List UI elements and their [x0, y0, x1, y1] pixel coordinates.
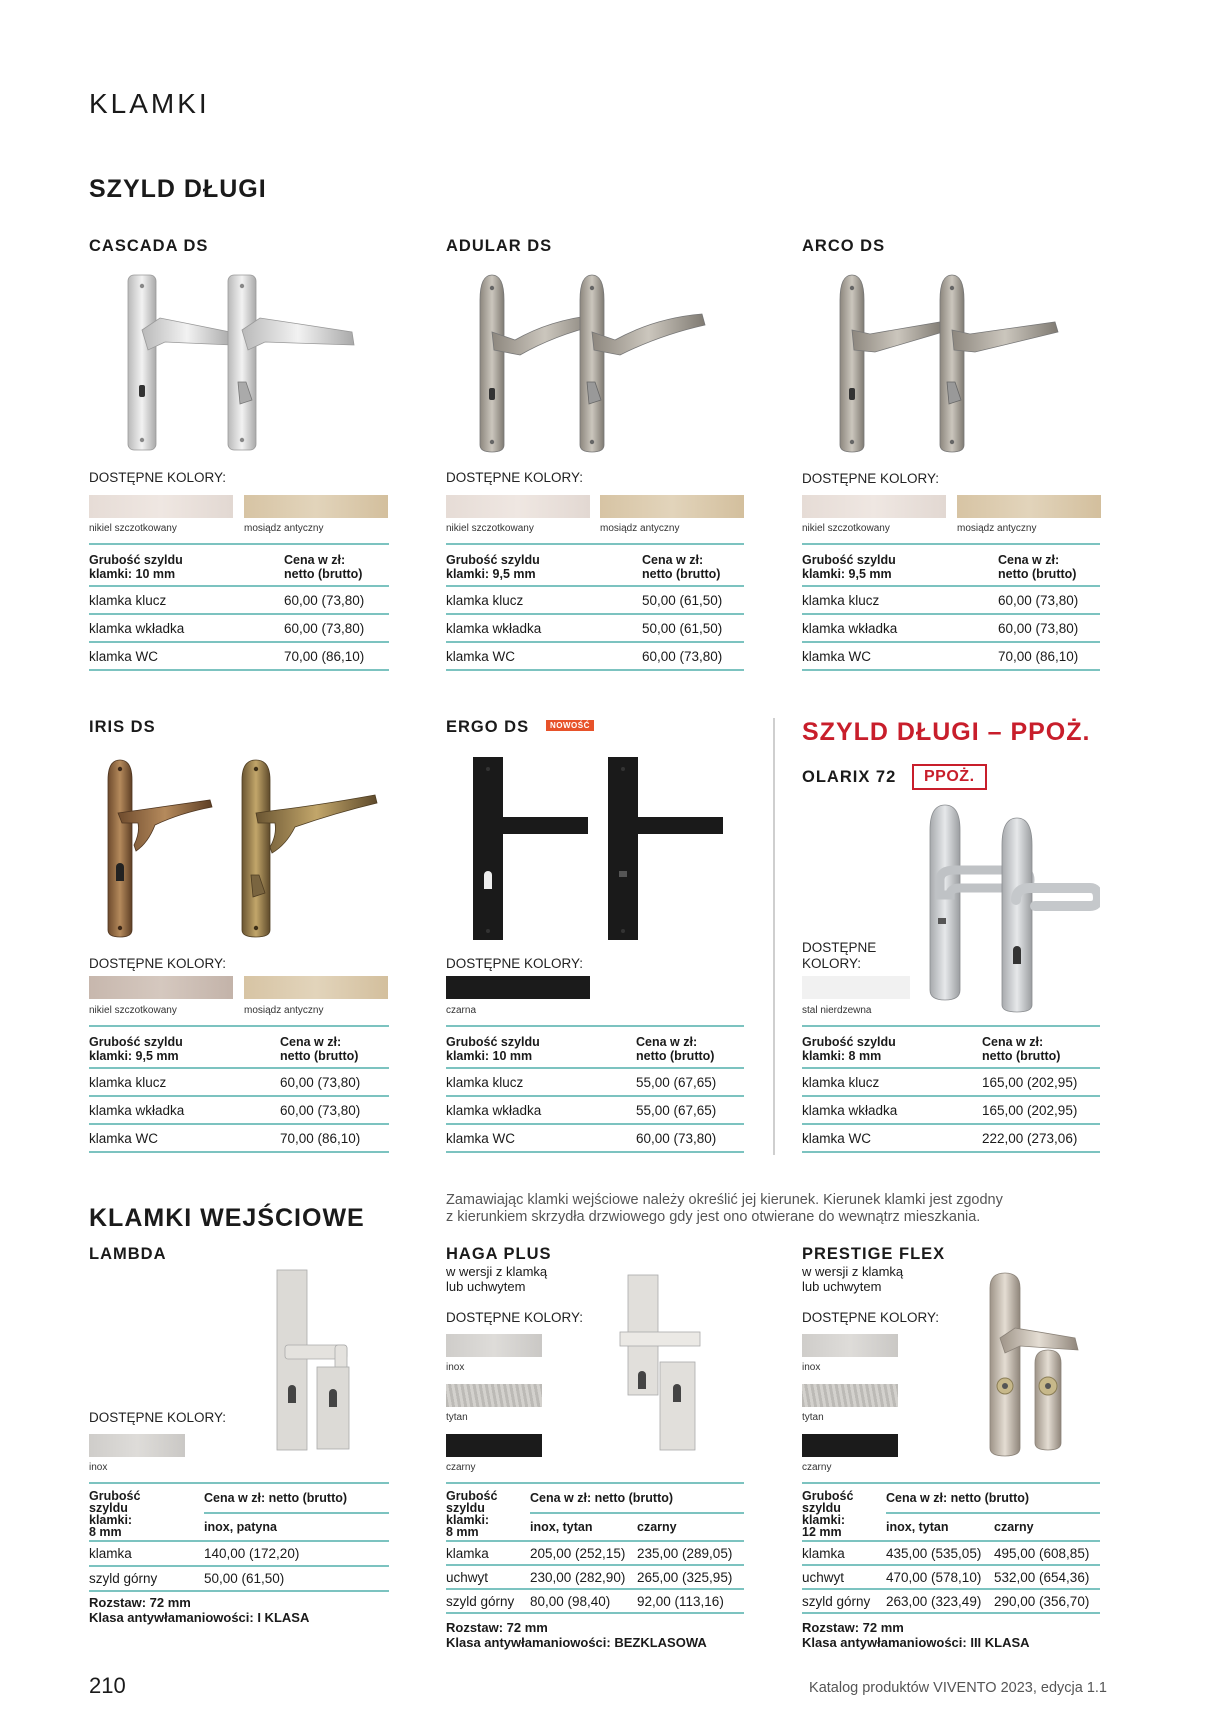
table-row	[802, 614, 1100, 642]
notice-line: Zamawiając klamki wejściowe należy określić jej kierunek. Kierunek klamki jest zgodny	[446, 1192, 1003, 1208]
thickness-line: klamki:	[446, 1513, 490, 1527]
haga-handle-image	[610, 1270, 720, 1455]
color-swatch-czarna	[446, 976, 590, 999]
table-row	[802, 1096, 1100, 1124]
olarix-handle-image	[920, 800, 1100, 1015]
row-price: 235,00 (289,05)	[637, 1541, 744, 1565]
color-swatch-tytan	[446, 1384, 542, 1407]
thickness-line: klamki:	[802, 1513, 846, 1527]
available-colors-label: DOSTĘPNE KOLORY:	[446, 470, 584, 485]
color-swatch-czarny	[802, 1434, 898, 1457]
color-swatch-nikiel	[446, 495, 590, 518]
row-label: klamka	[89, 1541, 204, 1566]
row-price: 60,00 (73,80)	[642, 642, 744, 670]
table-row	[89, 642, 389, 670]
table-row	[89, 586, 389, 614]
product-name-olarix: OLARIX 72	[802, 768, 897, 786]
price-head-line: netto (brutto)	[636, 1049, 715, 1063]
color-swatch-inox	[446, 1334, 542, 1357]
price-head-line: Cena w zł:	[642, 553, 704, 567]
sub-line: w wersji z klamką	[446, 1264, 548, 1279]
available-colors-label-split	[802, 940, 876, 972]
section-title-szyld-dlugi: SZYLD DŁUGI	[89, 175, 267, 203]
col-head: inox, tytan	[530, 1513, 637, 1541]
row-price: 265,00 (325,95)	[637, 1565, 744, 1589]
cascada-handle-image	[120, 270, 360, 460]
thickness-line: 12 mm	[802, 1525, 842, 1539]
col-head: inox, patyna	[204, 1513, 389, 1541]
thickness-line: Grubość szyldu	[89, 1035, 183, 1049]
price-head: Cena w zł: netto (brutto)	[204, 1483, 389, 1513]
row-label: klamka klucz	[89, 1068, 280, 1096]
table-row	[446, 614, 744, 642]
row-label: klamka wkładka	[89, 614, 284, 642]
thickness-line: 8 mm	[89, 1525, 122, 1539]
thickness-line: Grubość szyldu	[802, 1035, 896, 1049]
row-price: 60,00 (73,80)	[636, 1124, 744, 1152]
adular-handle-image	[470, 270, 720, 460]
color-swatch-inox	[802, 1334, 898, 1357]
table-row	[446, 1096, 744, 1124]
color-label: nikiel szczotkowany	[89, 1005, 177, 1016]
foot-line: Rozstaw: 72 mm	[89, 1595, 191, 1610]
table-row	[802, 1068, 1100, 1096]
thickness-line: szyldu	[446, 1501, 485, 1515]
product-name-prestige-flex: PRESTIGE FLEX	[802, 1245, 946, 1263]
ppoz-badge: PPOŻ.	[912, 764, 987, 790]
page-number: 210	[89, 1673, 126, 1698]
row-price: 290,00 (356,70)	[994, 1589, 1100, 1613]
row-label: uchwyt	[802, 1565, 886, 1589]
product-name-cascada: CASCADA DS	[89, 237, 209, 255]
row-price: 92,00 (113,16)	[637, 1589, 744, 1613]
notice-line: z kierunkiem skrzydła drzwiowego gdy jest ono otwierane do wewnątrz mieszkania.	[446, 1209, 981, 1225]
sub-line: w wersji z klamką	[802, 1264, 904, 1279]
color-label: mosiądz antyczny	[600, 523, 680, 534]
row-price: 70,00 (86,10)	[284, 642, 389, 670]
price-head-line: Cena w zł:	[636, 1035, 698, 1049]
table-row	[446, 1124, 744, 1152]
available-colors-label: DOSTĘPNE KOLORY:	[446, 1310, 584, 1325]
column-divider	[773, 718, 775, 1155]
table-row	[89, 614, 389, 642]
row-price: 60,00 (73,80)	[280, 1068, 389, 1096]
thickness-line: klamki: 9,5 mm	[802, 567, 892, 581]
thickness-line: 8 mm	[446, 1525, 479, 1539]
thickness-line: Grubość	[802, 1489, 854, 1503]
row-price: 263,00 (323,49)	[886, 1589, 994, 1613]
color-label: czarny	[802, 1462, 832, 1473]
color-swatch-inox	[89, 1434, 185, 1457]
row-price: 60,00 (73,80)	[280, 1096, 389, 1124]
color-label: mosiądz antyczny	[957, 523, 1037, 534]
iris-handle-image	[100, 755, 390, 945]
row-price: 50,00 (61,50)	[642, 586, 744, 614]
row-price: 60,00 (73,80)	[998, 586, 1100, 614]
row-price: 55,00 (67,65)	[636, 1068, 744, 1096]
available-colors-label: DOSTĘPNE KOLORY:	[802, 1310, 940, 1325]
thickness-line: klamki: 9,5 mm	[89, 1049, 179, 1063]
thickness-line: klamki:	[89, 1513, 133, 1527]
section-title-wejsciowe: KLAMKI WEJŚCIOWE	[89, 1204, 365, 1232]
product-name-arco: ARCO DS	[802, 237, 886, 255]
table-row	[802, 586, 1100, 614]
row-price: 60,00 (73,80)	[284, 614, 389, 642]
row-label: uchwyt	[446, 1565, 530, 1589]
price-table-haga	[446, 1482, 744, 1614]
color-label: inox	[446, 1362, 465, 1373]
color-swatch-stal	[802, 976, 910, 999]
foot-line: Klasa antywłamaniowości: III KLASA	[802, 1635, 1030, 1650]
color-label: mosiądz antyczny	[244, 523, 324, 534]
price-table-cascada	[89, 543, 389, 671]
row-price: 140,00 (172,20)	[204, 1541, 389, 1566]
color-swatch-czarny	[446, 1434, 542, 1457]
price-table-ergo	[446, 1025, 744, 1153]
haga-subtitle	[446, 1264, 547, 1294]
row-label: klamka WC	[446, 642, 642, 670]
footer-catalog: Katalog produktów VIVENTO 2023, edycja 1.1	[809, 1680, 1107, 1696]
avail-line: DOSTĘPNE	[802, 940, 877, 955]
col-head: inox, tytan	[886, 1513, 994, 1541]
product-name-iris: IRIS DS	[89, 718, 156, 736]
color-label: inox	[89, 1462, 108, 1473]
price-table-adular	[446, 543, 744, 671]
thickness-line: Grubość	[89, 1489, 141, 1503]
thickness-line: klamki: 9,5 mm	[446, 567, 536, 581]
product-name-ergo: ERGO DS	[446, 718, 530, 736]
product-name-adular: ADULAR DS	[446, 237, 553, 255]
color-label: stal nierdzewna	[802, 1005, 872, 1016]
row-price: 50,00 (61,50)	[204, 1566, 389, 1591]
available-colors-label: DOSTĘPNE KOLORY:	[802, 471, 940, 486]
thickness-line: klamki: 10 mm	[446, 1049, 533, 1063]
row-label: klamka wkładka	[802, 614, 998, 642]
lambda-handle-image	[265, 1265, 375, 1455]
row-label: szyld górny	[89, 1566, 204, 1591]
row-label: klamka wkładka	[446, 1096, 636, 1124]
direction-notice	[446, 1192, 1003, 1226]
price-table-arco	[802, 543, 1100, 671]
price-head-line: netto (brutto)	[280, 1049, 359, 1063]
row-price: 60,00 (73,80)	[284, 586, 389, 614]
table-row	[446, 642, 744, 670]
price-head: Cena w zł: netto (brutto)	[886, 1483, 1100, 1513]
row-price: 55,00 (67,65)	[636, 1096, 744, 1124]
foot-line: Rozstaw: 72 mm	[802, 1620, 904, 1635]
color-swatch-mosiadz	[957, 495, 1101, 518]
prestige-handle-image	[980, 1268, 1090, 1458]
sub-line: lub uchwytem	[446, 1279, 526, 1294]
row-label: klamka wkładka	[89, 1096, 280, 1124]
thickness-line: Grubość szyldu	[802, 553, 896, 567]
new-badge: NOWOŚĆ	[546, 720, 594, 731]
available-colors-label: DOSTĘPNE KOLORY:	[446, 956, 584, 971]
table-row	[89, 1068, 389, 1096]
color-label: czarna	[446, 1005, 477, 1016]
avail-line: KOLORY:	[802, 956, 862, 971]
prestige-subtitle	[802, 1264, 903, 1294]
thickness-line: Grubość szyldu	[446, 553, 540, 567]
price-table-iris	[89, 1025, 389, 1153]
row-label: klamka WC	[446, 1124, 636, 1152]
col-head: czarny	[994, 1513, 1100, 1541]
row-label: klamka	[446, 1541, 530, 1565]
thickness-line: szyldu	[802, 1501, 841, 1515]
row-label: klamka WC	[802, 642, 998, 670]
row-label: klamka	[802, 1541, 886, 1565]
row-price: 222,00 (273,06)	[982, 1124, 1100, 1152]
color-label: czarny	[446, 1462, 476, 1473]
color-label: nikiel szczotkowany	[89, 523, 177, 534]
color-swatch-mosiadz	[600, 495, 744, 518]
thickness-line: szyldu	[89, 1501, 128, 1515]
thickness-line: klamki: 10 mm	[89, 567, 176, 581]
available-colors-label: DOSTĘPNE KOLORY:	[89, 1410, 227, 1425]
price-head-line: Cena w zł:	[284, 553, 346, 567]
prestige-footnote	[802, 1620, 1030, 1650]
row-price: 165,00 (202,95)	[982, 1068, 1100, 1096]
haga-footnote	[446, 1620, 707, 1650]
color-label: inox	[802, 1362, 821, 1373]
color-swatch-nikiel	[89, 976, 233, 999]
row-price: 495,00 (608,85)	[994, 1541, 1100, 1565]
thickness-line: Grubość szyldu	[89, 553, 183, 567]
row-price: 230,00 (282,90)	[530, 1565, 637, 1589]
table-row	[446, 1068, 744, 1096]
table-row	[446, 1565, 744, 1589]
color-swatch-mosiadz	[244, 495, 388, 518]
price-head-line: Cena w zł:	[982, 1035, 1044, 1049]
product-name-lambda: LAMBDA	[89, 1245, 167, 1263]
row-price: 80,00 (98,40)	[530, 1589, 637, 1613]
arco-handle-image	[830, 270, 1070, 460]
table-row	[89, 1566, 389, 1591]
foot-line: Klasa antywłamaniowości: I KLASA	[89, 1610, 310, 1625]
foot-line: Rozstaw: 72 mm	[446, 1620, 548, 1635]
sub-line: lub uchwytem	[802, 1279, 882, 1294]
row-price: 50,00 (61,50)	[642, 614, 744, 642]
row-label: klamka wkładka	[802, 1096, 982, 1124]
color-label: tytan	[446, 1412, 468, 1423]
price-head-line: netto (brutto)	[982, 1049, 1061, 1063]
row-label: klamka WC	[89, 1124, 280, 1152]
lambda-footnote	[89, 1595, 309, 1625]
thickness-line: Grubość szyldu	[446, 1035, 540, 1049]
color-label: mosiądz antyczny	[244, 1005, 324, 1016]
price-table-olarix	[802, 1025, 1100, 1153]
thickness-line: klamki: 8 mm	[802, 1049, 882, 1063]
row-label: klamka WC	[89, 642, 284, 670]
thickness-line: Grubość	[446, 1489, 498, 1503]
row-label: klamka klucz	[802, 586, 998, 614]
page-category: KLAMKI	[89, 88, 210, 119]
table-row	[89, 1124, 389, 1152]
row-price: 60,00 (73,80)	[998, 614, 1100, 642]
table-row	[446, 1589, 744, 1613]
price-head: Cena w zł: netto (brutto)	[530, 1483, 744, 1513]
color-swatch-tytan	[802, 1384, 898, 1407]
price-head-line: Cena w zł:	[998, 553, 1060, 567]
table-row	[802, 1124, 1100, 1152]
row-label: klamka WC	[802, 1124, 982, 1152]
color-swatch-nikiel	[89, 495, 233, 518]
foot-line: Klasa antywłamaniowości: BEZKLASOWA	[446, 1635, 707, 1650]
row-price: 470,00 (578,10)	[886, 1565, 994, 1589]
row-price: 165,00 (202,95)	[982, 1096, 1100, 1124]
row-price: 532,00 (654,36)	[994, 1565, 1100, 1589]
table-row	[802, 642, 1100, 670]
table-row	[446, 586, 744, 614]
price-head-line: netto (brutto)	[284, 567, 363, 581]
price-head-line: Cena w zł:	[280, 1035, 342, 1049]
price-table-lambda	[89, 1482, 389, 1592]
row-label: klamka wkładka	[446, 614, 642, 642]
product-name-haga-plus: HAGA PLUS	[446, 1245, 552, 1263]
available-colors-label: DOSTĘPNE KOLORY:	[89, 470, 227, 485]
row-price: 205,00 (252,15)	[530, 1541, 637, 1565]
row-label: szyld górny	[446, 1589, 530, 1613]
table-row	[802, 1589, 1100, 1613]
color-label: nikiel szczotkowany	[446, 523, 534, 534]
table-row	[89, 1541, 389, 1566]
row-label: klamka klucz	[89, 586, 284, 614]
col-head: czarny	[637, 1513, 744, 1541]
ergo-handle-image	[465, 755, 735, 945]
row-price: 70,00 (86,10)	[280, 1124, 389, 1152]
row-price: 435,00 (535,05)	[886, 1541, 994, 1565]
table-row	[89, 1096, 389, 1124]
row-price: 70,00 (86,10)	[998, 642, 1100, 670]
color-swatch-mosiadz	[244, 976, 388, 999]
table-row	[802, 1541, 1100, 1565]
row-label: klamka klucz	[802, 1068, 982, 1096]
price-head-line: netto (brutto)	[998, 567, 1077, 581]
row-label: szyld górny	[802, 1589, 886, 1613]
color-swatch-nikiel	[802, 495, 946, 518]
price-head-line: netto (brutto)	[642, 567, 721, 581]
color-label: nikiel szczotkowany	[802, 523, 890, 534]
section-title-ppoz: SZYLD DŁUGI – PPOŻ.	[802, 718, 1091, 746]
color-label: tytan	[802, 1412, 824, 1423]
table-row	[802, 1565, 1100, 1589]
price-table-prestige	[802, 1482, 1100, 1614]
table-row	[446, 1541, 744, 1565]
row-label: klamka klucz	[446, 586, 642, 614]
row-label: klamka klucz	[446, 1068, 636, 1096]
available-colors-label: DOSTĘPNE KOLORY:	[89, 956, 227, 971]
